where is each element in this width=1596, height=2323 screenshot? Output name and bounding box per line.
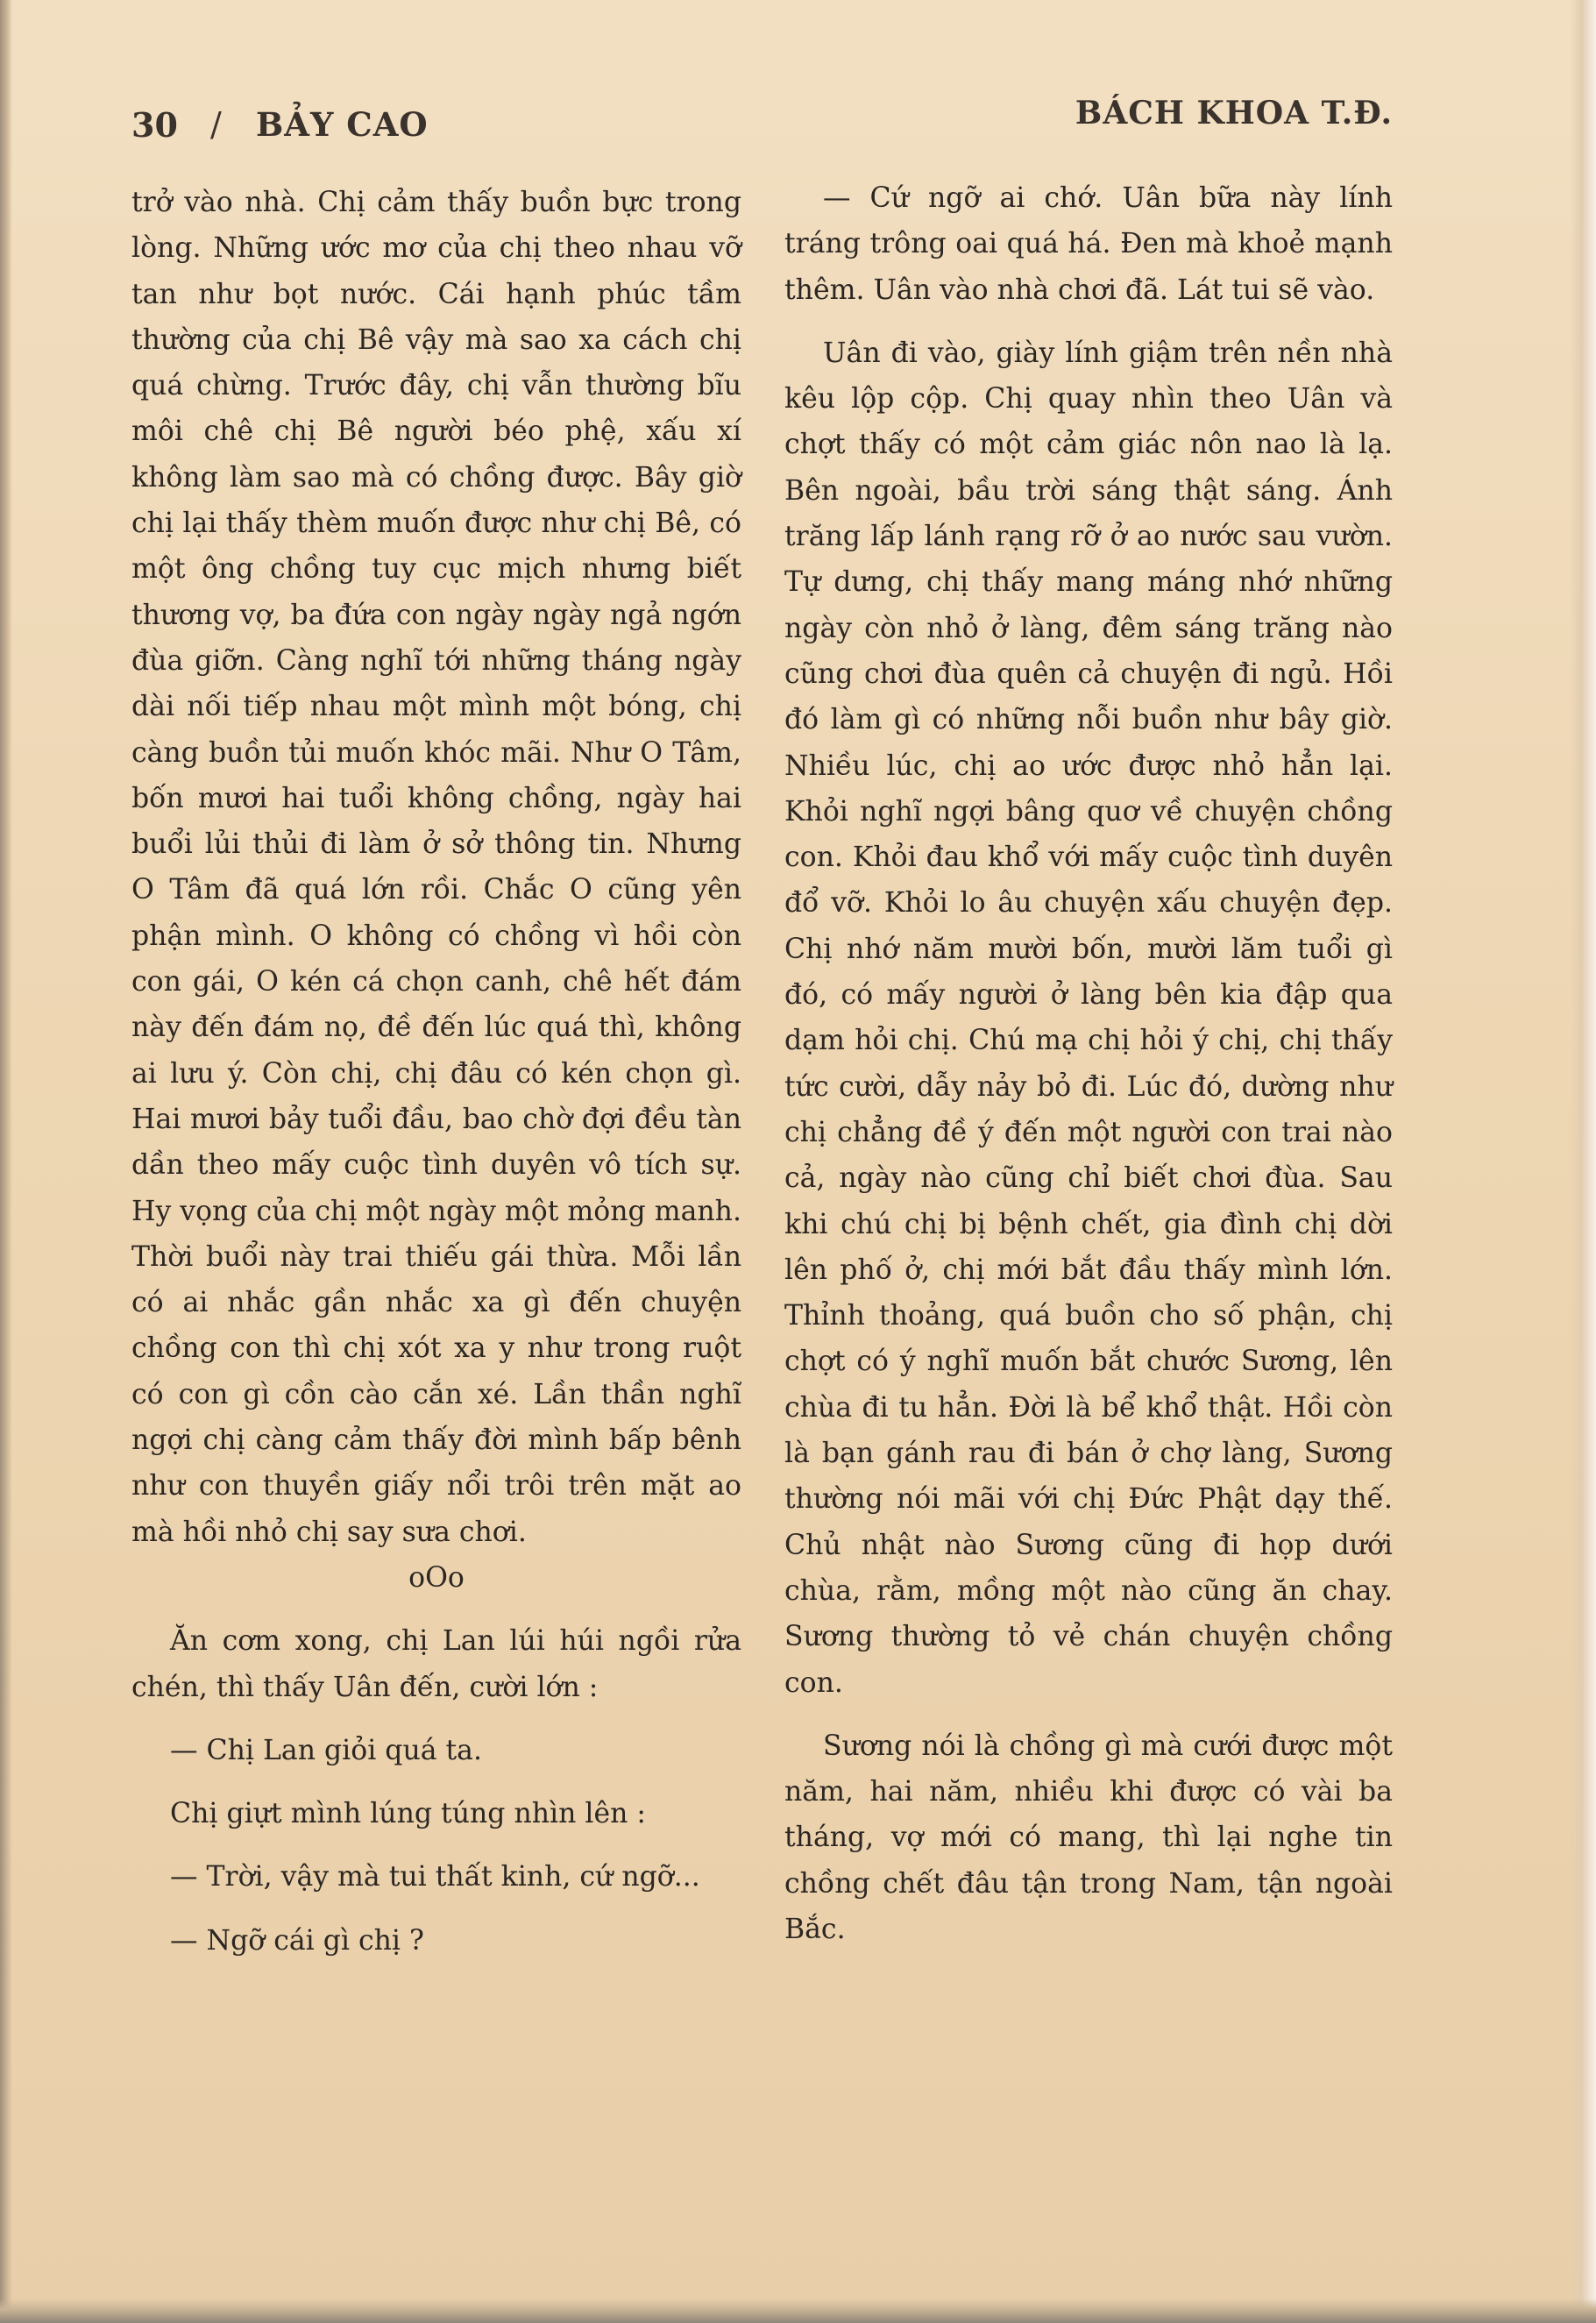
page-bottom-shadow	[0, 2298, 1596, 2323]
section-break-ornament: oOo	[408, 1561, 465, 1594]
page-header	[131, 95, 1393, 147]
paragraph: Uân đi vào, giày lính giậm trên nền nhà kêu lộp cộp. Chị quay nhìn theo Uân và chợt thấy có một cảm giác nôn nao là lạ. Bên ngoài, bầu trời sáng thật sáng. Ánh trăng lấp lánh rạng rỡ ở ao nước sau vườn. Tự dưng, chị thấy mang máng nhớ những ngày còn nhỏ ở làng, đêm sáng trăng nào cũng chơi đùa quên cả chuyện đi ngủ. Hồi đó làm gì có những nỗi buồn như bây giờ. Nhiều lúc, chị ao ước được nhỏ hẳn lại. Khỏi nghĩ ngợi bâng quơ về chuyện chồng con. Khỏi đau khổ với mấy cuộc tình duyên đổ vỡ. Khỏi lo âu chuyện xấu chuyện đẹp. Chị nhớ năm mười bốn, mười lăm tuổi gì đó, có mấy người ở làng bên kia đập qua dạm hỏi chị. Chú mạ chị hỏi ý chị, chị thấy tức cười, dẫy nảy bỏ đi. Lúc đó, dường như chị chẳng đề ý đến một người con trai nào cả, ngày nào cũng chỉ biết chơi đùa. Sau khi chú chị bị bệnh chết, gia đình chị dời lên phố ở, chị mới bắt đầu thấy mình lớn. Thỉnh thoảng, quá buồn cho số phận, chị chợt có ý nghĩ muốn bắt chước Sương, lên chùa đi tu hẳn. Đời là bể khổ thật. Hồi còn là bạn gánh rau đi bán ở chợ làng, Sương thường nói mãi với chị Đức Phật dạy thế. Chủ nhật nào Sương cũng đi họp dưới chùa, rằm, mồng một nào cũng ăn chay. Sương thường tỏ vẻ chán chuyện chồng con.	[784, 337, 1393, 1699]
left-column	[131, 180, 741, 1964]
dialogue-line: — Ngỡ cái gì chị ?	[170, 1924, 424, 1957]
right-column	[784, 175, 1393, 1952]
dialogue-line: — Trời, vậy mà tui thất kinh, cứ ngỡ...	[170, 1861, 700, 1893]
dialogue-line: — Cứ ngỡ ai chớ. Uân bữa này lính tráng trông oai quá há. Đen mà khoẻ mạnh thêm. Uân vào nhà chơi đã. Lát tui sẽ vào.	[784, 182, 1393, 306]
paragraph: trở vào nhà. Chị cảm thấy buồn bực trong lòng. Những ước mơ của chị theo nhau vỡ tan như bọt nước. Cái hạnh phúc tầm thường của chị Bê vậy mà sao xa cách chị quá chừng. Trước đây, chị vẫn thường bĩu môi chê chị Bê người béo phệ, xấu xí không làm sao mà có chồng được. Bây giờ chị lại thấy thèm muốn được như chị Bê, có một ông chồng tuy cục mịch nhưng biết thương vợ, ba đứa con ngày ngày ngả ngớn đùa giỡn. Càng nghĩ tới những tháng ngày dài nối tiếp nhau một mình một bóng, chị càng buồn tủi muốn khóc mãi. Như O Tâm, bốn mươi hai tuổi không chồng, ngày hai buổi lủi thủi đi làm ở sở thông tin. Nhưng O Tâm đã quá lớn rồi. Chắc O cũng yên phận mình. O không có chồng vì hồi còn con gái, O kén cá chọn canh, chê hết đám này đến đám nọ, đề đến lúc quá thì, không ai lưu ý. Còn chị, chị đâu có kén chọn gì. Hai mươi bảy tuổi đầu, bao chờ đợi đều tàn dần theo mấy cuộc tình duyên vô tích sự. Hy vọng của chị một ngày một mỏng manh. Thời buổi này trai thiếu gái thừa. Mỗi lần có ai nhắc gần nhắc xa gì đến chuyện chồng con thì chị xót xa y như trong ruột có con gì cồn cào cắn xé. Lần thần nghĩ ngợi chị càng cảm thấy đời mình bấp bênh như con thuyền giấy nổi trôi trên mặt ao mà hồi nhỏ chị say sưa chơi.	[131, 187, 741, 1548]
page-right-edge	[1570, 0, 1596, 2323]
story-title: BẢY CAO	[256, 105, 429, 144]
header-separator: /	[210, 105, 222, 144]
paragraph: Chị giựt mình lúng túng nhìn lên :	[170, 1798, 647, 1830]
page-left-shadow	[0, 0, 12, 2323]
dialogue-line: — Chị Lan giỏi quá ta.	[170, 1734, 482, 1766]
page-number: 30	[131, 105, 178, 145]
paragraph: Sương nói là chồng gì mà cưới được một năm, hai năm, nhiều khi được có vài ba tháng, vợ mới có mang, thì lại nghe tin chồng chết đâu tận trong Nam, tận ngoài Bắc.	[784, 1730, 1393, 1945]
paragraph: Ăn cơm xong, chị Lan lúi húi ngồi rửa chén, thì thấy Uân đến, cười lớn :	[131, 1625, 741, 1703]
magazine-name: BÁCH KHOA T.Đ.	[1075, 95, 1393, 131]
